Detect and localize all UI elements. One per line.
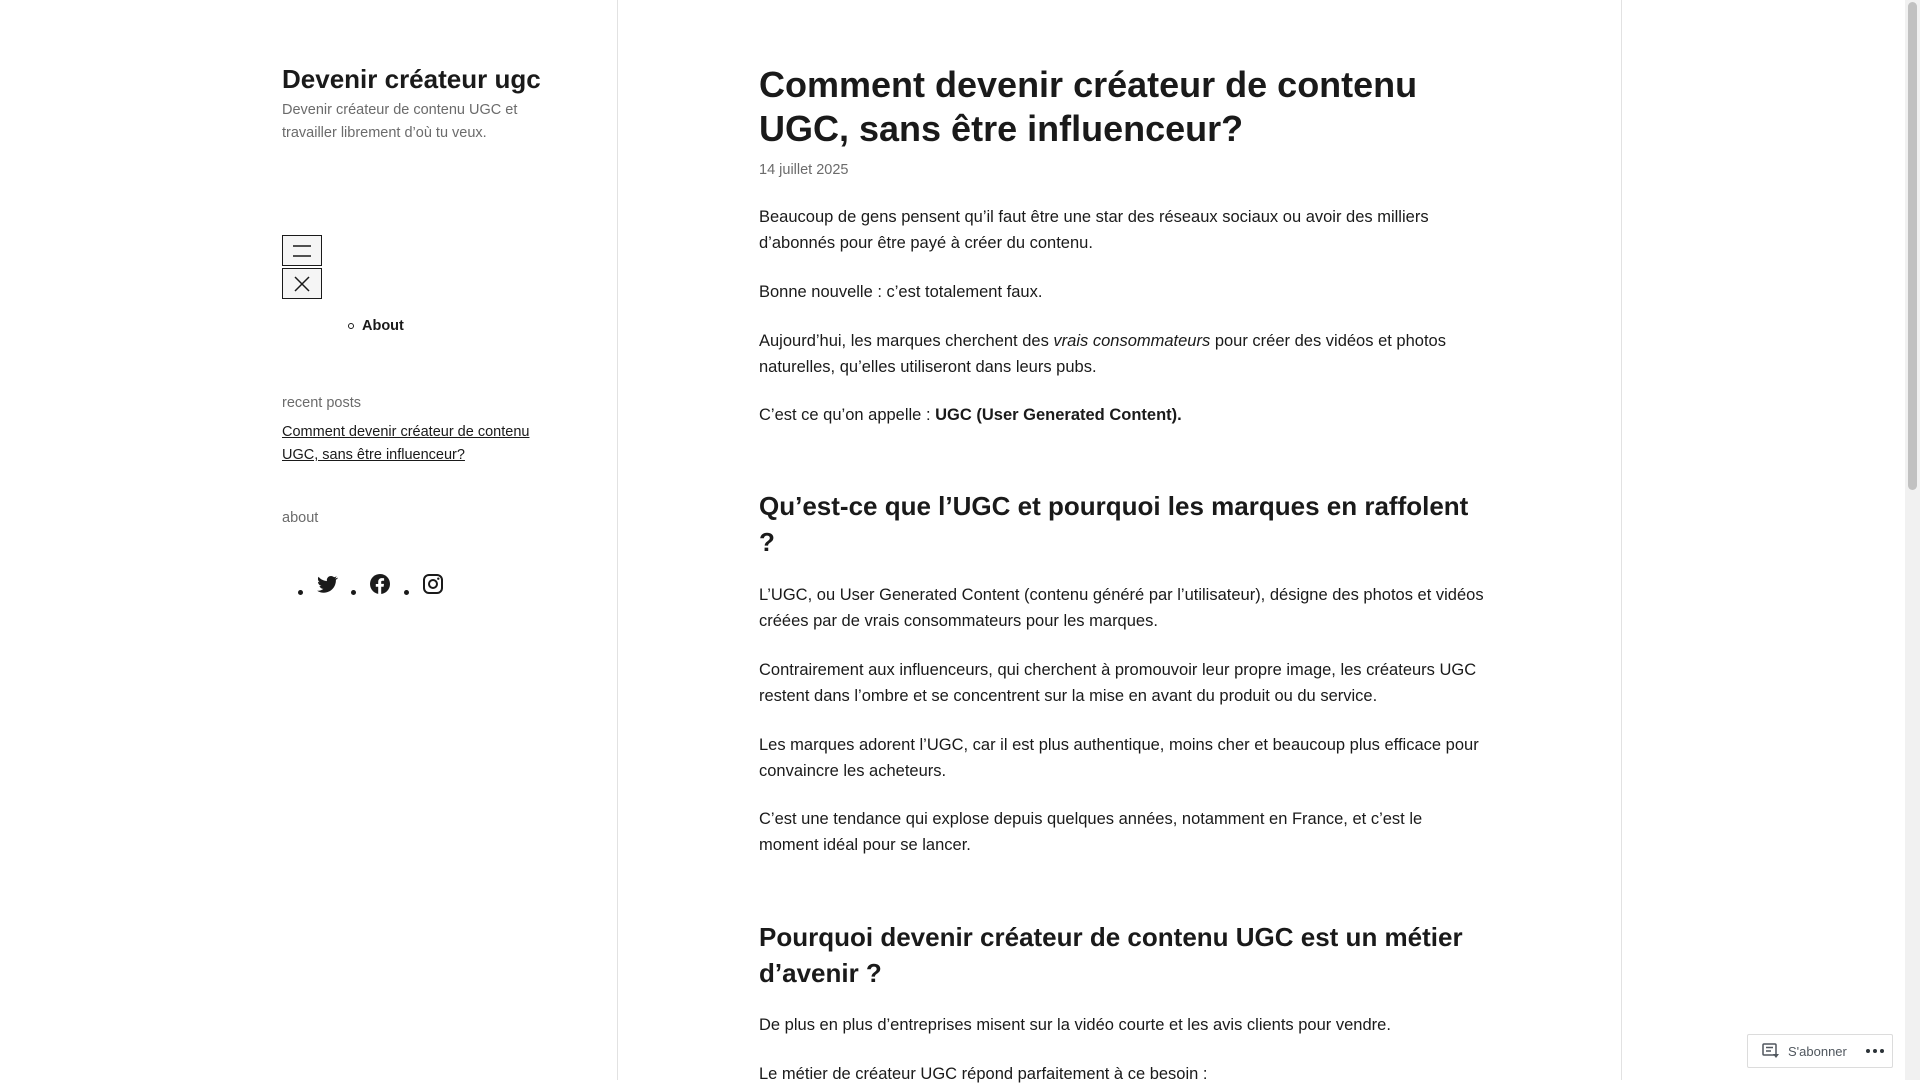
paragraph: Contrairement aux influenceurs, qui cherchent à promouvoir leur propre image, les créateurs UGC restent dans l’ombre et se concentrent sur la mise en avant du produit ou du service. xyxy=(759,661,1477,705)
paragraph: L’UGC, ou User Generated Content (contenu généré par l’utilisateur), désigne des photos et vidéos créées par de vrais consommateurs pour les marques. xyxy=(759,586,1484,630)
paragraph: De plus en plus d’entreprises misent sur la vidéo courte et les avis clients pour vendre. xyxy=(759,1016,1391,1034)
page-scrollbar[interactable] xyxy=(1905,0,1920,1080)
facebook-icon[interactable] xyxy=(368,572,392,596)
list-bullet xyxy=(298,590,303,595)
paragraph: Les marques adorent l’UGC, car il est plus authentique, moins cher et beaucoup plus efficace pour convaincre les acheteurs. xyxy=(759,736,1479,780)
scrollbar-thumb[interactable] xyxy=(1908,2,1917,490)
paragraph-text: pour créer des vidéos et photos naturelles, qu’elles utiliseront dans leurs pubs. xyxy=(759,332,1446,376)
site-description: Devenir créateur de contenu UGC et travailler librement d’où tu veux. xyxy=(282,102,518,141)
paragraph xyxy=(759,328,1484,380)
strong-text: UGC (User Generated Content). xyxy=(935,406,1182,424)
emphasis-text: vrais consommateurs xyxy=(1053,332,1211,350)
reader-icon xyxy=(1762,1043,1780,1059)
menu-close-button[interactable] xyxy=(282,268,322,299)
paragraph: Le métier de créateur UGC répond parfaitement à ce besoin : xyxy=(759,1065,1208,1083)
subscribe-bar xyxy=(1747,1034,1893,1068)
close-icon xyxy=(294,276,310,292)
more-icon[interactable] xyxy=(1866,1049,1884,1053)
site-title[interactable]: Devenir créateur ugc xyxy=(282,64,541,94)
post-date[interactable]: 14 juillet 2025 xyxy=(759,162,849,178)
about-widget-title: about xyxy=(282,510,319,526)
column-divider xyxy=(1621,0,1622,1080)
twitter-icon[interactable] xyxy=(315,572,339,596)
subscribe-label: S'abonner xyxy=(1788,1043,1847,1059)
sidebar xyxy=(0,0,617,1080)
list-bullet xyxy=(404,590,409,595)
menu-item-about[interactable]: About xyxy=(362,318,404,334)
post-title: Comment devenir créateur de contenu UGC, sans être influenceur? xyxy=(759,64,1418,149)
instagram-icon[interactable] xyxy=(421,572,445,596)
menu-icon xyxy=(293,245,311,257)
recent-post-link[interactable]: Comment devenir créateur de contenu UGC, sans être influenceur? xyxy=(282,424,530,463)
paragraph xyxy=(759,402,1484,428)
section-heading: Pourquoi devenir créateur de contenu UGC est un métier d’avenir ? xyxy=(759,922,1463,988)
paragraph: Bonne nouvelle : c’est totalement faux. xyxy=(759,283,1043,301)
column-divider xyxy=(617,0,618,1080)
list-bullet xyxy=(351,590,356,595)
paragraph: C’est une tendance qui explose depuis quelques années, notamment en France, et c’est le moment idéal pour se lancer. xyxy=(759,810,1423,854)
menu-open-button[interactable] xyxy=(282,235,322,266)
primary-menu xyxy=(362,316,404,336)
subscribe-button[interactable] xyxy=(1748,1035,1847,1067)
recent-posts-title: recent posts xyxy=(282,395,361,411)
paragraph: Beaucoup de gens pensent qu’il faut être une star des réseaux sociaux ou avoir des milliers d’abonnés pour être payé à créer du contenu. xyxy=(759,208,1429,252)
paragraph-text: Aujourd’hui, les marques cherchent des xyxy=(759,332,1054,350)
social-links xyxy=(298,572,457,596)
paragraph-text: C’est ce qu’on appelle : xyxy=(759,406,936,424)
section-heading: Qu’est-ce que l’UGC et pourquoi les marques en raffolent ? xyxy=(759,491,1469,557)
